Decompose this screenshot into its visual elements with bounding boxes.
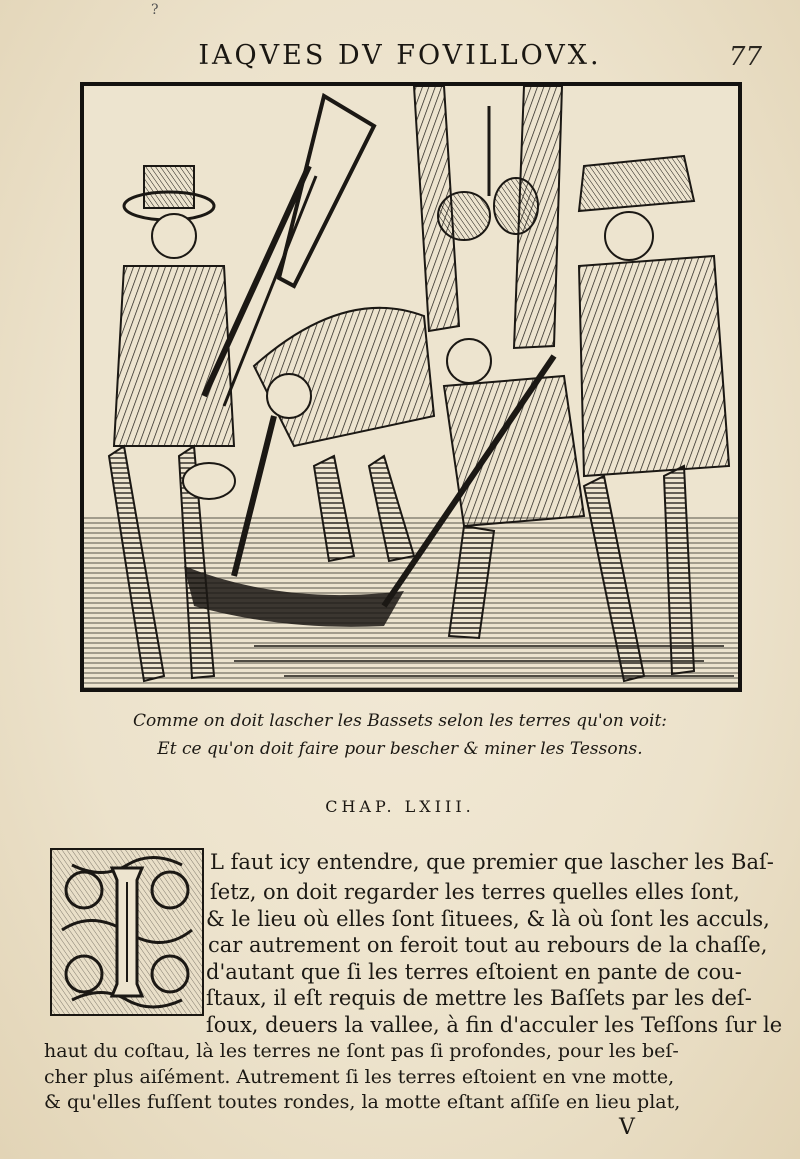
decorated-initial-I-icon <box>50 848 204 1016</box>
body-text-line: L faut icy entendre, que premier que lascher les Baſ- <box>210 850 774 874</box>
body-text-line: car autrement on feroit tout au rebours de la chaſſe, <box>208 933 768 957</box>
woodcut-illustration <box>80 82 742 692</box>
illustration-caption-line-2: Et ce qu'on doit faire pour bescher & miner les Tessons. <box>157 739 643 759</box>
body-text-line: cher plus aiſément. Autrement ſi les terres eſtoient en vne motte, <box>44 1066 675 1088</box>
chapter-heading: CHAP. LXIII. <box>325 797 475 816</box>
body-text-line: ſetz, on doit regarder les terres quelles elles ſont, <box>210 880 740 904</box>
signature-mark: V <box>619 1115 635 1140</box>
body-text-line: d'autant que ſi les terres eſtoient en pante de cou- <box>206 960 742 984</box>
body-text-line: & le lieu où elles ſont ſituees, & là où ſont les acculs, <box>206 907 770 931</box>
body-text-line: ſoux, deuers la vallee, à fin d'acculer les Teſſons ſur le <box>206 1013 783 1037</box>
illustration-caption-line-1: Comme on doit lascher les Bassets selon les terres qu'on voit: <box>132 711 668 731</box>
page-number: 77 <box>728 42 762 72</box>
body-text-line: haut du coſtau, là les terres ne ſont pas ſi profondes, pour les beſ- <box>44 1040 679 1062</box>
body-text-line: & qu'elles fuſſent toutes rondes, la motte eſtant aſſiſe en lieu plat, <box>44 1091 681 1113</box>
woodcut-hunting-scene-icon <box>84 86 738 688</box>
folio-mark: ? <box>151 2 159 18</box>
body-text-line: ſtaux, il eſt requis de mettre les Baſſets par les deſ- <box>206 986 752 1010</box>
running-head: IAQVES DV FOVILLOVX. <box>198 40 602 71</box>
